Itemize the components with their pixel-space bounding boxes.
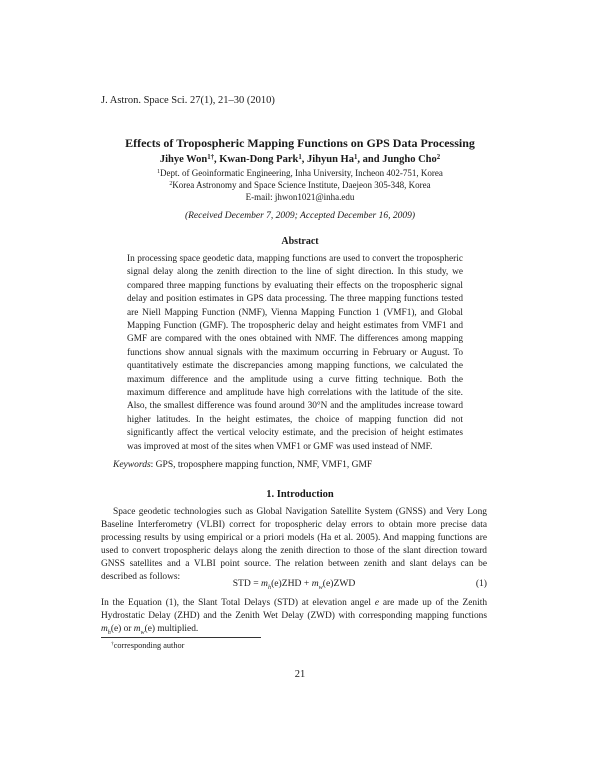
equation-1	[101, 578, 487, 592]
abstract-heading: Abstract	[281, 236, 319, 247]
author-affil-mark: 1	[298, 154, 302, 161]
affiliation-1: $^1$Dept. of Geoinformatic Engineering, Inha University, Incheon 402-751, Korea	[157, 168, 443, 178]
keywords-label: Keywords	[113, 460, 151, 470]
author-list: Jihye Won$^{1\dagger}$, Kwan-Dong Park$^1$, Jihyun Ha$^1$, and Jungho Cho$^2$	[159, 154, 441, 165]
abstract-text: In processing space geodetic data, mapping functions are used to convert the tropospheric signal delay along the zenith direction to the line of sight direction. In this study, we compared three mapping functions by evaluating their effects on the tropospheric signal delay and position estimates in GPS data processing. The three mapping functions tested are Niell Mapping Function (NMF), Vienna Mapping Function 1 (VMF1), and Global Mapping Function (GMF). The tropospheric delay and height estimates from VMF1 and GMF are compared with the ones obtained with NMF. The differences among mapping functions show annual signals with the maximum occurring in February or August. To quantitatively estimate the discrepancies among mapping functions, we calculated the maximum difference and the amplitude using a curve fitting technique. Both the maximum difference and amplitude have high correlations with the latitude of the site. Also, the smallest difference was found around 30°N and the amplitudes increase toward higher latitudes. In the height estimates, the choice of mapping function did not significantly affect the vertical velocity estimate, and the precision of height estimates was improved at most of the sites when VMF1 or GMF was used instead of NMF.	[127, 254, 463, 452]
affiliation-2: $^2$Korea Astronomy and Space Science Institute, Daejeon 305-348, Korea	[169, 180, 431, 190]
paper-title: Effects of Tropospheric Mapping Functions on GPS Data Processing	[125, 136, 475, 150]
intro-paragraph: Space geodetic technologies such as Global Navigation Satellite System (GNSS) and Very Long Baseline Interferometry (VLBI) correct for tropospheric delay errors to obtain more precise data processing results by using empirical or a priori models (Ha et al. 2005). And mapping functions are used to convert tropospheric delays along the zenith direction to those of the slant direction toward GNSS satellites and a VLBI point source. The relation between zenith and slant delays can be described as follows:	[101, 507, 487, 583]
page-number: 21	[294, 669, 306, 680]
author-affil-mark: 1	[353, 154, 358, 161]
author-name: Jungho Cho	[382, 154, 437, 165]
author-name: Jihyun Ha	[306, 154, 354, 165]
footnote-divider	[101, 637, 261, 638]
author-name: Kwan-Dong Park	[219, 154, 299, 165]
equation-number: (1)	[475, 578, 487, 589]
author-name: Jihye Won	[159, 154, 208, 165]
equation-explanation: In the Equation (1), the Slant Total Delays (STD) at elevation angel e are made up of the Zenith Hydrostatic Delay (ZHD) and the Zenith Wet Delay (ZWD) with corresponding mapping functions $m_h(e)$ or $m_w(e)$ multiplied.	[101, 598, 488, 636]
footnote: †corresponding author	[111, 641, 185, 650]
author-affil-mark: 2	[436, 154, 441, 161]
journal-citation: J. Astron. Space Sci. 27(1), 21–30 (2010)	[101, 95, 275, 106]
equation-body: STD = $m_h(e)ZHD + m_w(e)ZWD$	[232, 578, 356, 591]
author-email: E-mail: jhwon1021@inha.edu	[245, 192, 355, 202]
author-affil-mark: 1†	[207, 154, 215, 161]
section-heading: 1. Introduction	[266, 489, 334, 500]
received-dates: (Received December 7, 2009; Accepted December 16, 2009)	[184, 211, 416, 221]
keywords	[113, 460, 372, 470]
keywords-list: : GPS, troposphere mapping function, NMF, VMF1, GMF	[150, 460, 373, 470]
